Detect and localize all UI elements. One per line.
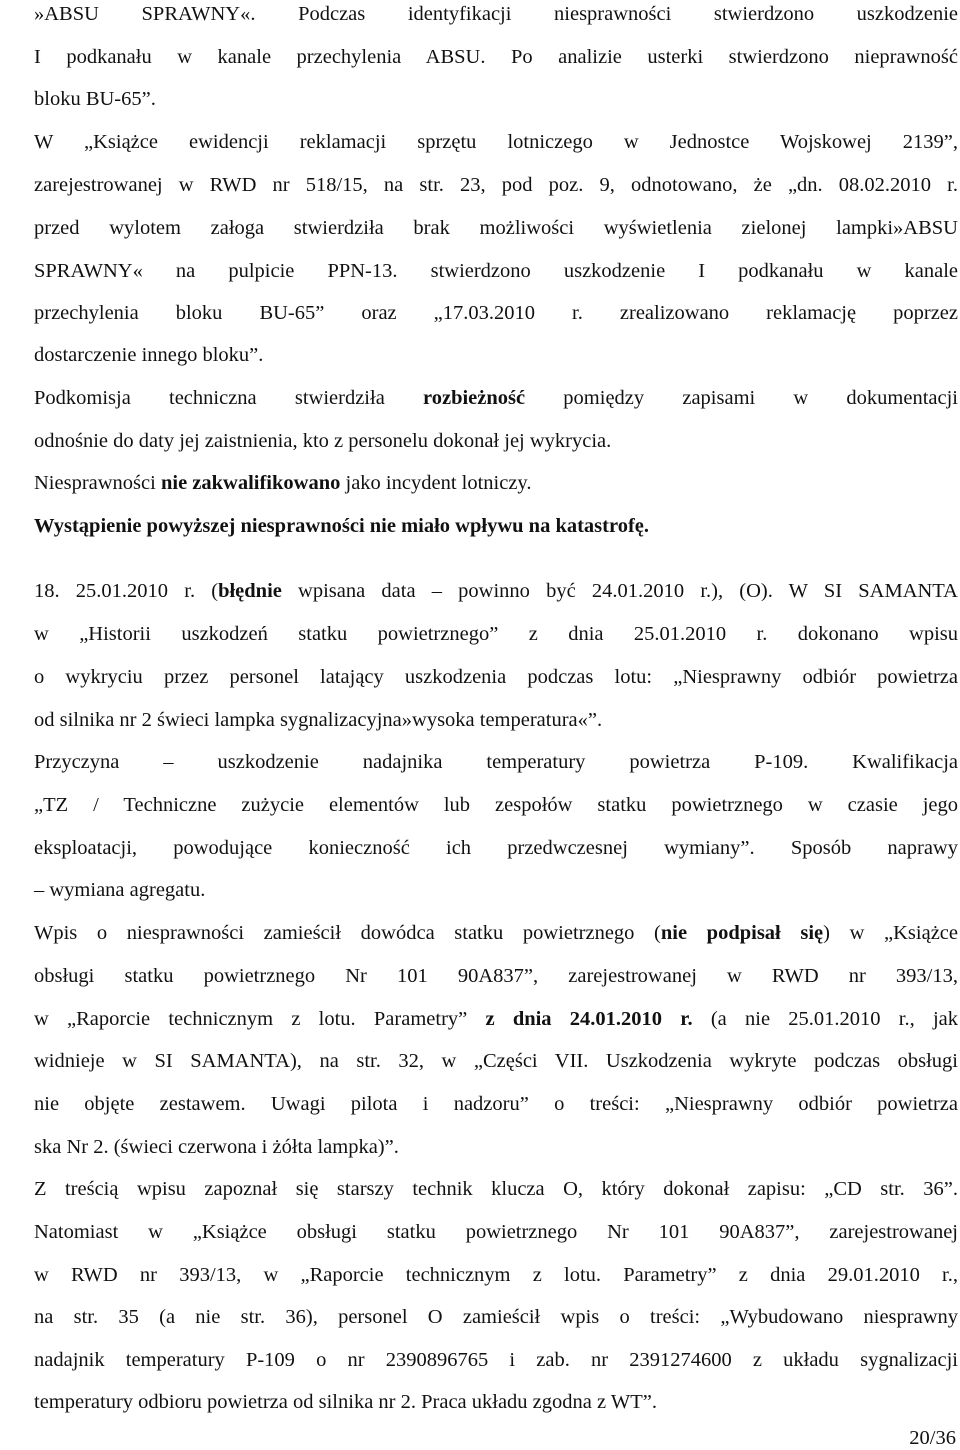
text-line xyxy=(34,128,958,156)
text-line xyxy=(34,834,958,862)
text-run: obsługi statku powietrznego Nr 101 90A837”, zarejestrowanej w RWD nr 393/13, xyxy=(34,965,958,987)
text-run: jako incydent lotniczy. xyxy=(340,472,532,494)
text-run: 18. 25.01.2010 r. ( xyxy=(34,580,219,602)
text-line xyxy=(34,341,958,369)
text-run: widnieje w SI SAMANTA), na str. 32, w „Części VII. Uszkodzenia wykryte podczas obsługi xyxy=(34,1050,958,1072)
text-run: odnośnie do daty jej zaistnienia, kto z personelu dokonał jej wykrycia. xyxy=(34,430,612,452)
text-run: zarejestrowanej w RWD nr 518/15, na str. 23, pod poz. 9, odnotowano, że „dn. 08.02.2010 r. xyxy=(34,174,958,196)
bold-text: rozbieżność xyxy=(423,387,526,409)
text-run: W „Książce ewidencji reklamacji sprzętu lotniczego w Jednostce Wojskowej 2139”, xyxy=(34,131,958,153)
text-line xyxy=(34,1047,958,1075)
text-run: „TZ / Techniczne zużycie elementów lub zespołów statku powietrznego w czasie jego xyxy=(34,794,958,816)
text-run: ) w „Książce xyxy=(823,922,958,944)
text-run: pomiędzy zapisami w dokumentacji xyxy=(525,387,958,409)
text-run: Podkomisja techniczna stwierdziła xyxy=(34,387,423,409)
text-run: o wykryciu przez personel latający uszkodzenia podczas lotu: „Niesprawny odbiór powietrza xyxy=(34,666,958,688)
text-run: Niesprawności xyxy=(34,472,161,494)
text-line xyxy=(34,43,958,71)
text-line xyxy=(34,1346,958,1374)
text-run: – wymiana agregatu. xyxy=(34,879,206,901)
text-line xyxy=(34,706,958,734)
text-line xyxy=(34,1175,958,1203)
text-run: nadajnik temperatury P-109 o nr 2390896765 i zab. nr 2391274600 z układu sygnalizacji xyxy=(34,1349,958,1371)
text-run: na str. 35 (a nie str. 36), personel O zamieścił wpis o treści: „Wybudowano niesprawny xyxy=(34,1306,958,1328)
bold-text: błędnie xyxy=(218,580,282,602)
bold-text: nie podpisał się xyxy=(660,922,824,944)
text-run: SPRAWNY« na pulpicie PPN-13. stwierdzono uszkodzenie I podkanału w kanale xyxy=(34,260,958,282)
text-run: bloku BU-65”. xyxy=(34,88,156,110)
text-run: »ABSU SPRAWNY«. Podczas identyfikacji niesprawności stwierdzono uszkodzenie xyxy=(34,3,958,25)
bold-text: nie zakwalifikowano xyxy=(160,472,341,494)
text-run: od silnika nr 2 świeci lampka sygnalizacyjna»wysoka temperatura«”. xyxy=(34,709,603,731)
text-run: w „Raporcie technicznym z lotu. Parametry” xyxy=(34,1008,486,1030)
text-run: dostarczenie innego bloku”. xyxy=(34,344,264,366)
text-line xyxy=(34,791,958,819)
bold-text: Wystąpienie powyższej niesprawności nie miało wpływu na katastrofę. xyxy=(34,515,649,537)
text-line xyxy=(34,748,958,776)
text-line xyxy=(34,1261,958,1289)
bold-text: z dnia 24.01.2010 r. xyxy=(485,1008,693,1030)
text-line xyxy=(34,1303,958,1331)
text-line xyxy=(34,1133,958,1161)
text-run: Z treścią wpisu zapoznał się starszy technik klucza O, który dokonał zapisu: „CD str. 36”. xyxy=(34,1178,958,1200)
text-run: w „Historii uszkodzeń statku powietrznego” z dnia 25.01.2010 r. dokonano wpisu xyxy=(34,623,958,645)
text-line xyxy=(34,257,958,285)
text-line xyxy=(34,299,958,327)
text-run: Natomiast w „Książce obsługi statku powietrznego Nr 101 90A837”, zarejestrowanej xyxy=(34,1221,958,1243)
text-run: I podkanału w kanale przechylenia ABSU. Po analizie usterki stwierdzono nieprawność xyxy=(34,46,958,68)
text-run: ska Nr 2. (świeci czerwona i żółta lampka)”. xyxy=(34,1136,399,1158)
text-line xyxy=(34,427,958,455)
text-run: w RWD nr 393/13, w „Raporcie technicznym z lotu. Parametry” z dnia 29.01.2010 r., xyxy=(34,1264,958,1286)
text-line xyxy=(34,1388,958,1416)
text-line xyxy=(34,919,958,947)
text-line xyxy=(34,0,958,28)
text-line xyxy=(34,577,958,605)
text-line xyxy=(34,1005,958,1033)
text-line xyxy=(34,1218,958,1246)
text-line xyxy=(34,469,958,497)
text-run: nie objęte zestawem. Uwagi pilota i nadzoru” o treści: „Niesprawny odbiór powietrza xyxy=(34,1093,958,1115)
text-run: Wpis o niesprawności zamieścił dowódca statku powietrznego ( xyxy=(34,922,661,944)
text-line xyxy=(34,85,958,113)
text-line xyxy=(34,876,958,904)
text-line xyxy=(34,512,958,540)
text-run: (a nie 25.01.2010 r., jak xyxy=(692,1008,958,1030)
page-number: 20/36 xyxy=(909,1427,956,1449)
text-line xyxy=(34,620,958,648)
text-run: przed wylotem załoga stwierdziła brak możliwości wyświetlenia zielonej lampki»ABSU xyxy=(34,217,958,239)
text-line xyxy=(34,214,958,242)
text-run: wpisana data – powinno być 24.01.2010 r.), (O). W SI SAMANTA xyxy=(281,580,958,602)
text-line xyxy=(34,1090,958,1118)
text-line xyxy=(34,384,958,412)
text-run: przechylenia bloku BU-65” oraz „17.03.2010 r. zrealizowano reklamację poprzez xyxy=(34,302,958,324)
text-line xyxy=(34,171,958,199)
text-run: eksploatacji, powodujące konieczność ich przedwczesnej wymiany”. Sposób naprawy xyxy=(34,837,958,859)
text-line xyxy=(34,663,958,691)
text-line xyxy=(34,962,958,990)
text-run: temperatury odbioru powietrza od silnika nr 2. Praca układu zgodna z WT”. xyxy=(34,1391,657,1413)
text-run: Przyczyna – uszkodzenie nadajnika temperatury powietrza P-109. Kwalifikacja xyxy=(34,751,958,773)
